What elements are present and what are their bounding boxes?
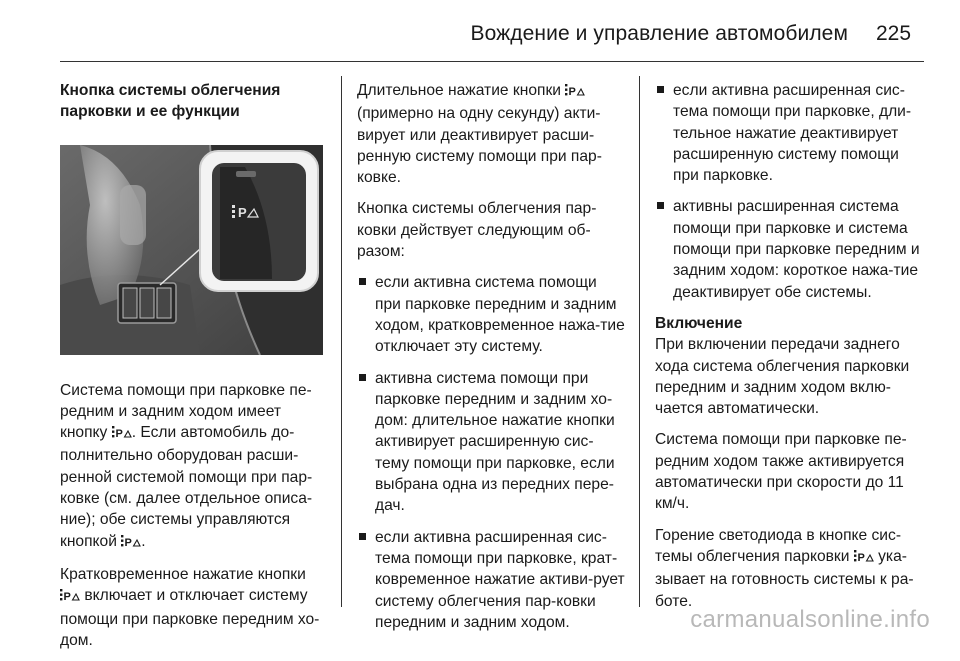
column-1: [60, 80, 330, 661]
section-heading: [60, 80, 330, 123]
list-item: активны расширенная система помощи при парковке и система помощи при парковке передним и задним ходом: короткое нажа-тие деактивирует обе системы.: [655, 196, 925, 302]
subheading-activation: Включение: [655, 314, 743, 332]
bullet-square-icon: [657, 202, 664, 209]
parking-assist-icon: [121, 533, 141, 554]
paragraph-long-press: Длительное нажатие кнопки P (примерно на одну секунду) акти-вирует или деактивирует расши-ренную систему помощи при пар-ковке.: [357, 82, 602, 187]
paragraph-operation: Кнопка системы облегчения пар-ковки действует следующим об-разом:: [357, 200, 597, 261]
parking-assist-icon: [565, 82, 585, 103]
column-divider-1: [341, 76, 342, 607]
svg-text:P: P: [857, 551, 865, 563]
svg-text:P: P: [63, 591, 71, 603]
section-heading-line2: парковки и ее функции: [60, 103, 240, 121]
page-number: 225: [876, 22, 912, 45]
column-2: [357, 80, 625, 643]
paragraph-short-press: Кратковременное нажатие кнопки P включает и отключает систему помощи при парковке передним хо-дом.: [60, 565, 320, 649]
svg-text:P: P: [568, 86, 577, 97]
bullet-square-icon: [657, 86, 664, 93]
bullet-list-operation: [357, 272, 625, 633]
list-item: если активна расширенная сис-тема помощи при парковке, дли-тельное нажатие деактивирует расширенную систему помощи при парковке.: [655, 80, 925, 186]
parking-button-illustration: [60, 145, 323, 355]
header-title: Вождение и управление автомобилем: [470, 22, 848, 45]
list-item: если активна система помощи при парковке передним и задним ходом, кратковременное нажа-тие отключает эту систему.: [357, 272, 625, 357]
svg-text:P: P: [124, 536, 133, 548]
bullet-square-icon: [359, 533, 366, 540]
list-item: активна система помощи при парковке передним и задним хо-дом: длительное нажатие кнопки активирует расширенную сис-тему помощи при парковке, если выбрана одна из передних пере-дач.: [357, 368, 625, 517]
bullet-square-icon: [359, 374, 366, 381]
bullet-list-continued: [655, 80, 925, 303]
column-3: [655, 80, 925, 622]
paragraph-reverse-activation: При включении передачи заднего хода система облегчения парковки передним и задним ходом вклю-чается автоматически.: [655, 336, 910, 418]
paragraph-intro: Система помощи при парковке пе-редним и задним ходом имеет кнопку P . Если автомобиль до-полнительно оборудован расши-ренной системой помощи при пар-ковке (см. далее отдельное описа-ние); обе системы управляются кнопкой P .: [60, 380, 330, 554]
bullet-square-icon: [359, 278, 366, 285]
parking-assist-icon: [60, 587, 80, 608]
svg-text:P: P: [115, 428, 123, 440]
header-divider: [60, 61, 924, 62]
paragraph-front-activation: Система помощи при парковке пе-редним ходом также активируется автоматически при скорости до 11 км/ч.: [655, 431, 907, 513]
section-heading-line1: Кнопка системы облегчения: [60, 82, 281, 99]
parking-button-photo: [60, 145, 323, 355]
column-divider-2: [639, 76, 640, 607]
paragraph-led: Горение светодиода в кнопке сис-темы облегчения парковки P ука-зывает на готовность системы к ра-боте.: [655, 526, 914, 610]
list-item: если активна расширенная сис-тема помощи при парковке, крат-ковременное нажатие активи-рует систему облегчения пар-ковки передним и задним ходом.: [357, 527, 625, 633]
watermark[interactable]: carmanualsonline.info: [690, 606, 930, 633]
parking-assist-icon: [112, 424, 132, 445]
parking-assist-icon: [854, 548, 874, 569]
svg-text:P: P: [238, 204, 247, 220]
